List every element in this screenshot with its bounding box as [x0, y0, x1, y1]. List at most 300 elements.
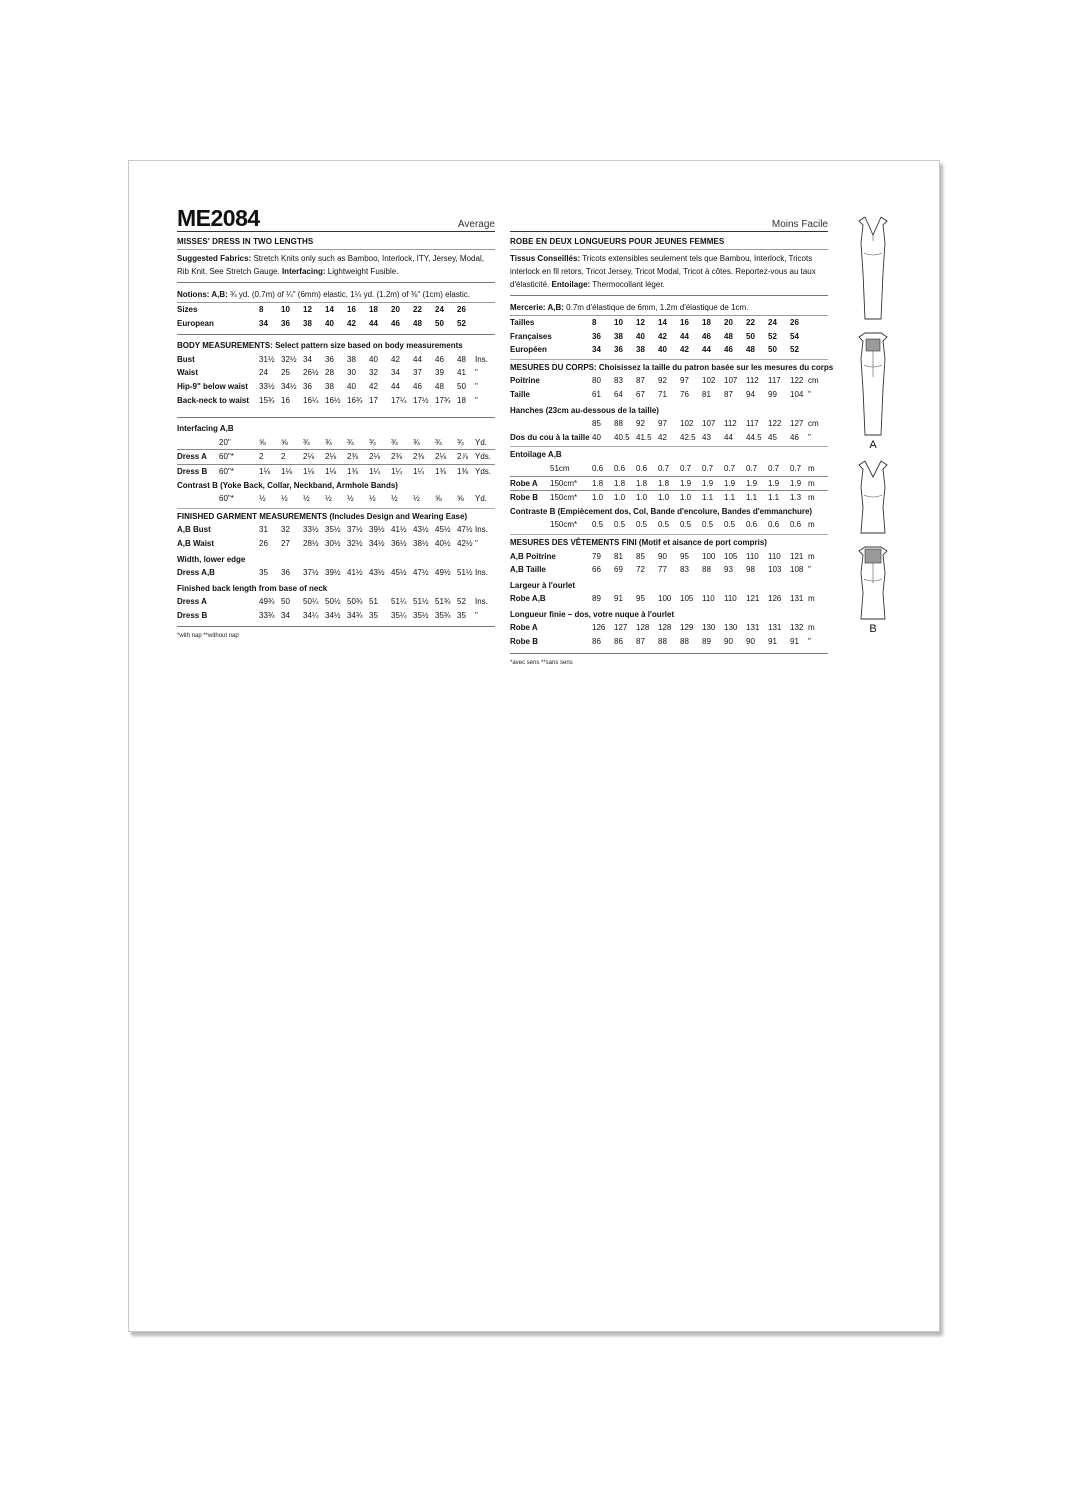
cell-value: 35¼	[391, 610, 407, 620]
cell-value: 40.5	[614, 432, 630, 442]
cell-value: 36½	[391, 538, 407, 548]
cell-value: 36	[281, 318, 290, 328]
europeen-row	[510, 343, 828, 357]
cell-value: 88	[680, 637, 689, 647]
cell-value: 43	[702, 432, 711, 442]
cell-value: 1¼	[369, 466, 381, 476]
english-title: MISSES' DRESS IN TWO LENGTHS	[177, 237, 495, 250]
footnote: *with nap **without nap	[177, 633, 239, 640]
french-column	[510, 205, 834, 666]
cell-value: 1.0	[614, 493, 626, 503]
cell-value: 94	[746, 389, 755, 399]
cell-value: 33¾	[259, 610, 275, 620]
row-label: Robe B	[510, 493, 538, 503]
cell-value: 90	[724, 637, 733, 647]
cell-value: 16	[281, 395, 290, 405]
cell-value: 108	[790, 565, 804, 575]
cell-value: 34½	[281, 381, 297, 391]
row-label: Bust	[177, 354, 195, 364]
tissus-conseilles: Tissus Conseillés: Tricots extensibles seulement tels que Bambou, Interlock, Tricots interlock en fil retors, Tricot Jersey, Tricot Modal, Tricot à côtes. Reportez-vous au taux d'élasticité. Entoilage: Thermocollant léger.	[510, 254, 816, 289]
cell-value: 2⅛	[325, 452, 337, 462]
cell-value: ¾	[391, 437, 398, 447]
unit-label: m	[808, 551, 815, 561]
european-row	[177, 317, 495, 331]
unit-label: m	[808, 493, 815, 503]
cell-value: 35½	[325, 525, 341, 535]
cell-value: ¾	[303, 437, 310, 447]
interfacing-heading: Interfacing A,B	[177, 424, 234, 434]
cell-value: 35½	[413, 610, 429, 620]
row-label: Dress A	[177, 597, 207, 607]
cell-value: 17½	[413, 395, 429, 405]
cell-value: ½	[369, 494, 376, 504]
cell-value: 34½	[325, 610, 341, 620]
unit-label: "	[475, 610, 478, 620]
cell-value: 2⅛	[369, 452, 381, 462]
row-label: Robe A	[510, 623, 538, 633]
cell-value: 87	[636, 376, 645, 386]
cell-value: 89	[592, 594, 601, 604]
row-label: Sizes	[177, 305, 198, 314]
row-label: European	[177, 318, 214, 328]
row-label: Robe A	[510, 478, 538, 488]
length-row	[177, 595, 495, 609]
french-header	[510, 205, 828, 232]
cell-value: ¾	[457, 437, 464, 447]
cell-value: 34	[259, 318, 268, 328]
cell-value: 50	[435, 318, 444, 328]
cell-value: 1¼	[413, 466, 425, 476]
cell-value: 102	[702, 376, 716, 386]
unit-label: Yds.	[475, 466, 492, 476]
unit-label: m	[808, 463, 815, 473]
cell-value: 0.5	[592, 520, 604, 530]
robe-a-row	[510, 477, 828, 492]
cell-value: 1.8	[636, 478, 648, 488]
cell-value: 121	[790, 551, 804, 561]
cell-value: 48	[413, 318, 422, 328]
cell-value: 0.7	[680, 463, 692, 473]
row-label: Dress B	[177, 610, 208, 620]
cell-value: ¾	[325, 437, 332, 447]
cell-value: 0.6	[790, 520, 802, 530]
cell-value: 30	[347, 368, 356, 378]
cell-value: 110	[746, 551, 759, 561]
cell-value: 1⅜	[347, 466, 359, 476]
cell-value: 122	[790, 376, 804, 386]
cell-value: 50	[746, 331, 755, 341]
cell-value: 66	[592, 565, 601, 575]
cell-value: 132	[790, 623, 804, 633]
difficulty-label-fr: Moins Facile	[771, 219, 828, 230]
unit-label: "	[475, 395, 478, 405]
width-row	[177, 566, 495, 580]
cell-value: 2	[259, 452, 264, 462]
sizes-row	[177, 303, 495, 317]
unit-label: Ins.	[475, 525, 488, 535]
cell-value: 42	[680, 345, 689, 355]
cell-value: 40	[636, 331, 645, 341]
cell-value: 100	[702, 551, 716, 561]
cell-value: 8	[592, 318, 597, 327]
cell-value: 35	[369, 610, 378, 620]
cell-value: 46	[435, 354, 444, 364]
cell-value: 40	[325, 318, 334, 328]
cell-value: 27	[281, 538, 290, 548]
cell-value: 0.7	[790, 463, 802, 473]
suggested-fabrics: Suggested Fabrics: Stretch Knits only such as Bamboo, Interlock, ITY, Jersey, Modal, Rib Knit. See Stretch Gauge. Interfacing: Lightweight Fusible.	[177, 254, 484, 276]
cell-value: 85	[592, 419, 601, 429]
cell-value: 0.7	[658, 463, 670, 473]
fabric-width: 150cm*	[550, 520, 578, 530]
cell-value: 99	[768, 389, 777, 399]
cell-value: 36	[281, 568, 290, 578]
cell-value: ½	[325, 494, 332, 504]
row-label: A,B Taille	[510, 565, 546, 575]
cell-value: 38	[325, 381, 334, 391]
body-measurements-table-fr	[510, 374, 828, 444]
cell-value: 44	[724, 432, 733, 442]
cell-value: 112	[746, 376, 759, 386]
cell-value: 72	[636, 565, 645, 575]
contrast-table	[177, 492, 495, 506]
cell-value: 40	[592, 432, 601, 442]
cell-value: 48	[746, 345, 755, 355]
width-heading: Width, lower edge	[177, 554, 246, 564]
unit-label: Yd.	[475, 437, 488, 447]
cell-value: 52	[457, 597, 466, 607]
cell-value: 38	[614, 331, 623, 341]
cell-value: 12	[636, 318, 645, 327]
cell-value: 50¼	[303, 597, 319, 607]
garment-illustrations	[853, 213, 913, 635]
cell-value: 39	[435, 368, 444, 378]
cell-value: ½	[391, 494, 398, 504]
cell-value: 0.6	[636, 463, 648, 473]
cell-value: 97	[680, 376, 689, 386]
cell-value: 2	[281, 452, 286, 462]
cell-value: 131	[790, 594, 804, 604]
cell-value: 48	[724, 331, 733, 341]
cell-value: 16	[680, 318, 689, 327]
unit-label: "	[475, 368, 478, 378]
interfacing-row	[177, 436, 495, 451]
cell-value: 22	[413, 305, 422, 314]
cell-value: 16¾	[347, 395, 363, 405]
yardage-table	[177, 436, 495, 479]
fabric-width: 60"*	[219, 494, 234, 504]
cell-value: 1.9	[702, 478, 714, 488]
cell-value: 131	[768, 623, 782, 633]
unit-label: m	[808, 478, 815, 488]
cell-value: 1⅜	[435, 466, 447, 476]
cell-value: 26½	[303, 368, 319, 378]
cell-value: 128	[636, 623, 650, 633]
cell-value: 45½	[391, 568, 407, 578]
fabric-width: 150cm*	[550, 478, 578, 488]
cell-value: 131	[746, 623, 760, 633]
cell-value: 1.8	[614, 478, 626, 488]
tailles-row	[510, 316, 828, 330]
cell-value: 83	[614, 376, 623, 386]
cell-value: 42	[658, 432, 667, 442]
cell-value: 85	[636, 551, 645, 561]
cell-value: 98	[746, 565, 755, 575]
cell-value: 0.5	[658, 520, 670, 530]
cell-value: 36	[614, 345, 623, 355]
row-label: Dress B	[177, 466, 208, 476]
cell-value: 0.7	[724, 463, 736, 473]
cell-value: ½	[347, 494, 354, 504]
robe-b-row	[510, 491, 828, 505]
unit-label: Ins.	[475, 597, 488, 607]
cell-value: 1.1	[768, 493, 780, 503]
cell-value: 76	[680, 389, 689, 399]
cell-value: 8	[259, 305, 264, 314]
cell-value: 41½	[347, 568, 363, 578]
width-row-fr	[510, 592, 828, 606]
row-label: Taille	[510, 389, 530, 399]
cell-value: 50½	[325, 597, 341, 607]
body-row-fr	[510, 374, 828, 388]
cell-value: 38	[303, 318, 312, 328]
french-title: ROBE EN DEUX LONGUEURS POUR JEUNES FEMMES	[510, 237, 828, 250]
body-row-fr	[510, 388, 828, 402]
cell-value: 50	[768, 345, 777, 355]
notions: Notions: A,B: ¾ yd. (0.7m) of ¼" (6mm) elastic, 1¼ yd. (1.2m) of ⅜" (1cm) elastic.	[177, 289, 495, 303]
cell-value: 117	[746, 419, 759, 429]
cell-value: 22	[746, 318, 755, 327]
finished-table-fr	[510, 550, 828, 649]
cell-value: 0.6	[746, 520, 758, 530]
length-row-fr	[510, 621, 828, 635]
cell-value: 34¾	[347, 610, 363, 620]
cell-value: 36	[325, 354, 334, 364]
cell-value: 38½	[413, 538, 429, 548]
cell-value: 37½	[303, 568, 319, 578]
view-label-a: A	[869, 439, 877, 451]
cell-value: ½	[259, 494, 266, 504]
cell-value: 1.0	[658, 493, 670, 503]
cell-value: 16¼	[303, 395, 319, 405]
row-label: Dos du cou à la taille	[510, 432, 590, 442]
row-label: Françaises	[510, 331, 552, 341]
cell-value: 38	[347, 354, 356, 364]
cell-value: 49½	[435, 568, 451, 578]
cell-value: 0.6	[768, 520, 780, 530]
cell-value: 112	[724, 419, 737, 429]
cell-value: 46	[724, 345, 733, 355]
unit-label: cm	[808, 376, 819, 386]
cell-value: 1.0	[680, 493, 692, 503]
cell-value: 87	[724, 389, 733, 399]
cell-value: 1.0	[636, 493, 648, 503]
cell-value: 0.5	[636, 520, 648, 530]
unit-label: "	[808, 389, 811, 399]
finished-row	[177, 523, 495, 537]
hip-row-fr	[510, 417, 828, 431]
cell-value: 42	[658, 331, 667, 341]
unit-label: "	[808, 637, 811, 647]
cell-value: 126	[768, 594, 782, 604]
cell-value: 50	[457, 381, 466, 391]
cell-value: 130	[724, 623, 738, 633]
row-label: Européen	[510, 345, 547, 355]
cell-value: 93	[724, 565, 733, 575]
row-label: Poitrine	[510, 376, 540, 386]
cell-value: 15¾	[259, 395, 275, 405]
cell-value: 46	[391, 318, 400, 328]
length-row-fr	[510, 635, 828, 649]
cell-value: 0.7	[768, 463, 780, 473]
unit-label: Yds.	[475, 452, 492, 462]
row-label: Tailles	[510, 318, 535, 327]
cell-value: 46	[413, 381, 422, 391]
cell-value: 40	[369, 354, 378, 364]
unit-label: Ins.	[475, 354, 488, 364]
row-label: A,B Waist	[177, 538, 215, 548]
cell-value: 91	[614, 594, 623, 604]
cell-value: ½	[413, 494, 420, 504]
cell-value: 1⅛	[325, 466, 337, 476]
row-label: Hip-9" below waist	[177, 381, 248, 391]
cell-value: 46	[790, 432, 799, 442]
cell-value: 42	[347, 318, 356, 328]
cell-value: 31½	[259, 354, 275, 364]
cell-value: 17	[369, 395, 378, 405]
cell-value: 51¼	[391, 597, 407, 607]
cell-value: 1¼	[391, 466, 403, 476]
unit-label: "	[475, 381, 478, 391]
cell-value: 48	[435, 381, 444, 391]
finished-table	[177, 523, 495, 622]
cell-value: 130	[702, 623, 716, 633]
cell-value: 86	[592, 637, 601, 647]
footnote-fr: *avec sens **sans sens	[510, 659, 573, 666]
cell-value: 105	[680, 594, 694, 604]
fabric-width: 60"*	[219, 452, 234, 462]
mercerie: Mercerie: A,B: 0.7m d'élastique de 6mm, 1.2m d'élastique de 1cm.	[510, 302, 828, 316]
cell-value: 44	[391, 381, 400, 391]
cell-value: 69	[614, 565, 623, 575]
cell-value: 1.8	[658, 478, 670, 488]
cell-value: 92	[636, 419, 645, 429]
cell-value: 32	[281, 525, 290, 535]
cell-value: 34½	[369, 538, 385, 548]
cell-value: 44	[413, 354, 422, 364]
cell-value: 1.3	[790, 493, 802, 503]
contrast-table-fr	[510, 518, 828, 532]
cell-value: 110	[702, 594, 715, 604]
cell-value: 33½	[259, 381, 275, 391]
cell-value: 28½	[303, 538, 319, 548]
cell-value: 1.9	[746, 478, 758, 488]
row-label: Dress A	[177, 452, 207, 462]
cell-value: 0.6	[614, 463, 626, 473]
cell-value: 35	[457, 610, 466, 620]
cell-value: 86	[614, 637, 623, 647]
cell-value: 80	[592, 376, 601, 386]
cell-value: 0.5	[614, 520, 626, 530]
cell-value: 71	[658, 389, 667, 399]
cell-value: ⅝	[457, 494, 464, 504]
cell-value: 79	[592, 551, 601, 561]
cell-value: 34	[303, 354, 312, 364]
cell-value: 17¾	[435, 395, 451, 405]
cell-value: 20	[391, 305, 400, 314]
contrast-heading: Contrast B (Yoke Back, Collar, Neckband, Armhole Bands)	[177, 480, 398, 490]
cell-value: 42	[369, 381, 378, 391]
contrast-heading-fr: Contraste B (Empiècement dos, Col, Bande d'encolure, Bandes d'emmanchure)	[510, 506, 813, 516]
fabric-width: 51cm	[550, 463, 570, 473]
cell-value: 1⅛	[303, 466, 315, 476]
cell-value: 24	[259, 368, 268, 378]
cell-value: 40½	[435, 538, 451, 548]
cell-value: 122	[768, 419, 782, 429]
cell-value: 54	[790, 331, 799, 341]
row-label: A,B Poitrine	[510, 551, 556, 561]
cell-value: 0.7	[702, 463, 714, 473]
cell-value: 97	[658, 419, 667, 429]
finished-row	[177, 537, 495, 551]
dress-a-row	[177, 450, 495, 465]
cell-value: 34	[281, 610, 290, 620]
cell-value: 45½	[435, 525, 451, 535]
view-label-b: B	[869, 623, 877, 635]
cell-value: 1.8	[592, 478, 604, 488]
cell-value: 47½	[457, 525, 473, 535]
cell-value: 38	[636, 345, 645, 355]
cell-value: 34¼	[303, 610, 319, 620]
cell-value: 42.5	[680, 432, 696, 442]
cell-value: 52	[790, 345, 799, 355]
fabric-width: 60"*	[219, 466, 234, 476]
cell-value: 117	[768, 376, 781, 386]
cell-value: 88	[658, 637, 667, 647]
pattern-envelope-back	[128, 160, 940, 1332]
cell-value: 100	[658, 594, 672, 604]
cell-value: 52	[457, 318, 466, 328]
cell-value: 16	[347, 305, 356, 314]
cell-value: 0.7	[746, 463, 758, 473]
cell-value: 46	[702, 331, 711, 341]
dress-b-row	[177, 465, 495, 479]
cell-value: 0.5	[702, 520, 714, 530]
row-label: Robe A,B	[510, 594, 546, 604]
cell-value: 17¼	[391, 395, 407, 405]
cell-value: 51½	[413, 597, 429, 607]
cell-value: 2⅞	[457, 452, 469, 462]
cell-value: 91	[768, 637, 777, 647]
cell-value: ¾	[435, 437, 442, 447]
length-heading: Finished back length from base of neck	[177, 583, 328, 593]
cell-value: 51	[369, 597, 378, 607]
cell-value: 41.5	[636, 432, 652, 442]
cell-value: 45	[768, 432, 777, 442]
english-header	[177, 205, 495, 232]
dress-a-back-sketch	[853, 329, 893, 439]
cell-value: 28	[325, 368, 334, 378]
cell-value: 31	[259, 525, 268, 535]
unit-label: Ins.	[475, 568, 488, 578]
cell-value: 2⅛	[435, 452, 447, 462]
cell-value: 89	[702, 637, 711, 647]
unit-label: m	[808, 623, 815, 633]
cell-value: 121	[746, 594, 760, 604]
cell-value: 0.5	[724, 520, 736, 530]
body-row	[177, 380, 495, 394]
cell-value: 49¾	[259, 597, 275, 607]
